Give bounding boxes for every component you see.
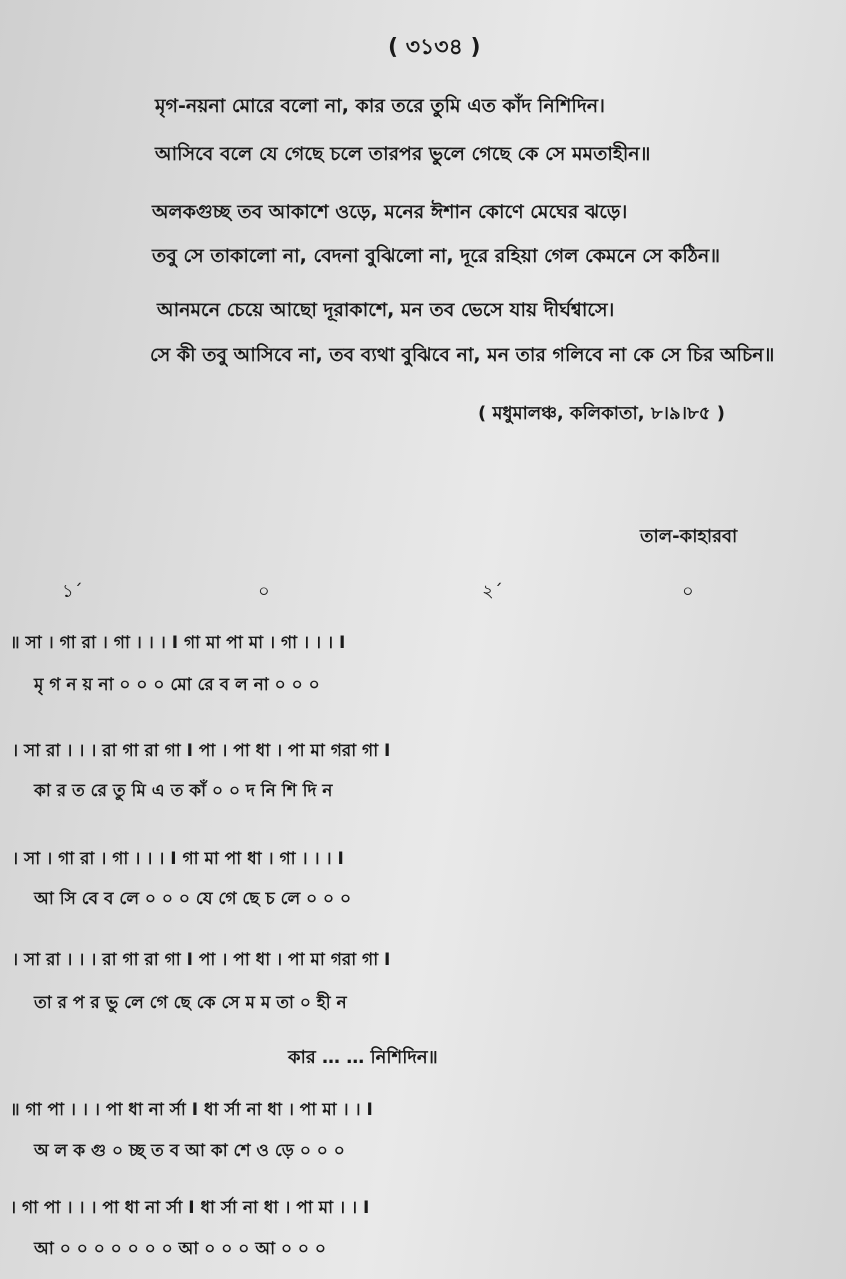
swara-row-1: ॥ সা । গা রা । গা । । । I গা মা পা মা । গা । । । I (10, 633, 346, 653)
tala-label: তাল-কাহারবা (640, 526, 738, 547)
swara-row-5: ॥ গা পা । । । পা ধা না র্সা I ধা র্সা না ধা । পা মা । । I (10, 1100, 373, 1120)
poem-line-1: মৃগ-নয়না মোরে বলো না, কার তরে তুমি এত কাঁদ নিশিদিন। (155, 95, 605, 117)
lyric-row-4: তা র প র ভু লে গে ছে কে সে ম ম তা ০ হী ন (34, 993, 347, 1013)
beat-mark-2: ০ (258, 581, 270, 602)
lyric-row-5: অ ল ক গু ০ চ্ছ ত ব আ কা শে ও ড়ে ০ ০ ০ (34, 1141, 345, 1161)
poem-line-5: আনমনে চেয়ে আছো দূরাকাশে, মন তব ভেসে যায় দীর্ঘশ্বাসে। (157, 299, 615, 321)
swara-row-3: । সা । গা রা । গা । । । I গা মা পা ধা । গা । । । I (12, 849, 344, 869)
lyric-row-6: আ ০ ০ ০ ০ ০ ০ ০ আ ০ ০ ০ আ ০ ০ ০ (34, 1239, 326, 1259)
source-citation: ( মধুমালঞ্চ, কলিকাতা, ৮।৯।৮৫ ) (478, 403, 725, 424)
lyric-row-3: আ সি বে ব লে ০ ০ ০ যে গে ছে চ লে ০ ০ ০ (34, 889, 352, 909)
lyric-row-1: মৃ গ ন য় না ০ ০ ০ মো রে ব ল না ০ ০ ০ (34, 675, 320, 695)
beat-mark-4: ০ (682, 581, 694, 602)
beat-mark-1: ১´ (62, 581, 83, 602)
swara-row-6: । গা পা । । । পা ধা না র্সা I ধা র্সা না ধা । পা মা । । I (10, 1198, 370, 1218)
swara-row-2: । সা রা । । । রা গা রা গা I পা । পা ধা । পা মা গরা গা I (12, 741, 391, 761)
poem-line-2: আসিবে বলে যে গেছে চলে তারপর ভুলে গেছে কে সে মমতাহীন॥ (155, 143, 651, 165)
refrain-line: কার … … নিশিদিন॥ (288, 1047, 438, 1068)
beat-mark-3: ২´ (482, 581, 503, 602)
poem-line-6: সে কী তবু আসিবে না, তব ব্যথা বুঝিবে না, মন তার গলিবে না কে সে চির অচিন॥ (150, 344, 775, 366)
poem-line-3: অলকগুচ্ছ তব আকাশে ওড়ে, মনের ঈশান কোণে মেঘের ঝড়ে। (152, 201, 628, 223)
swara-row-4: । সা রা । । । রা গা রা গা I পা । পা ধা । পা মা গরা গা I (12, 950, 391, 970)
poem-line-4: তবু সে তাকালো না, বেদনা বুঝিলো না, দূরে রহিয়া গেল কেমনে সে কঠিন॥ (152, 245, 720, 267)
lyric-row-2: কা র ত রে তু মি এ ত কাঁ ০ ০ দ নি শি দি ন (34, 781, 333, 801)
page-number: ( ৩১৩৪ ) (388, 35, 481, 60)
